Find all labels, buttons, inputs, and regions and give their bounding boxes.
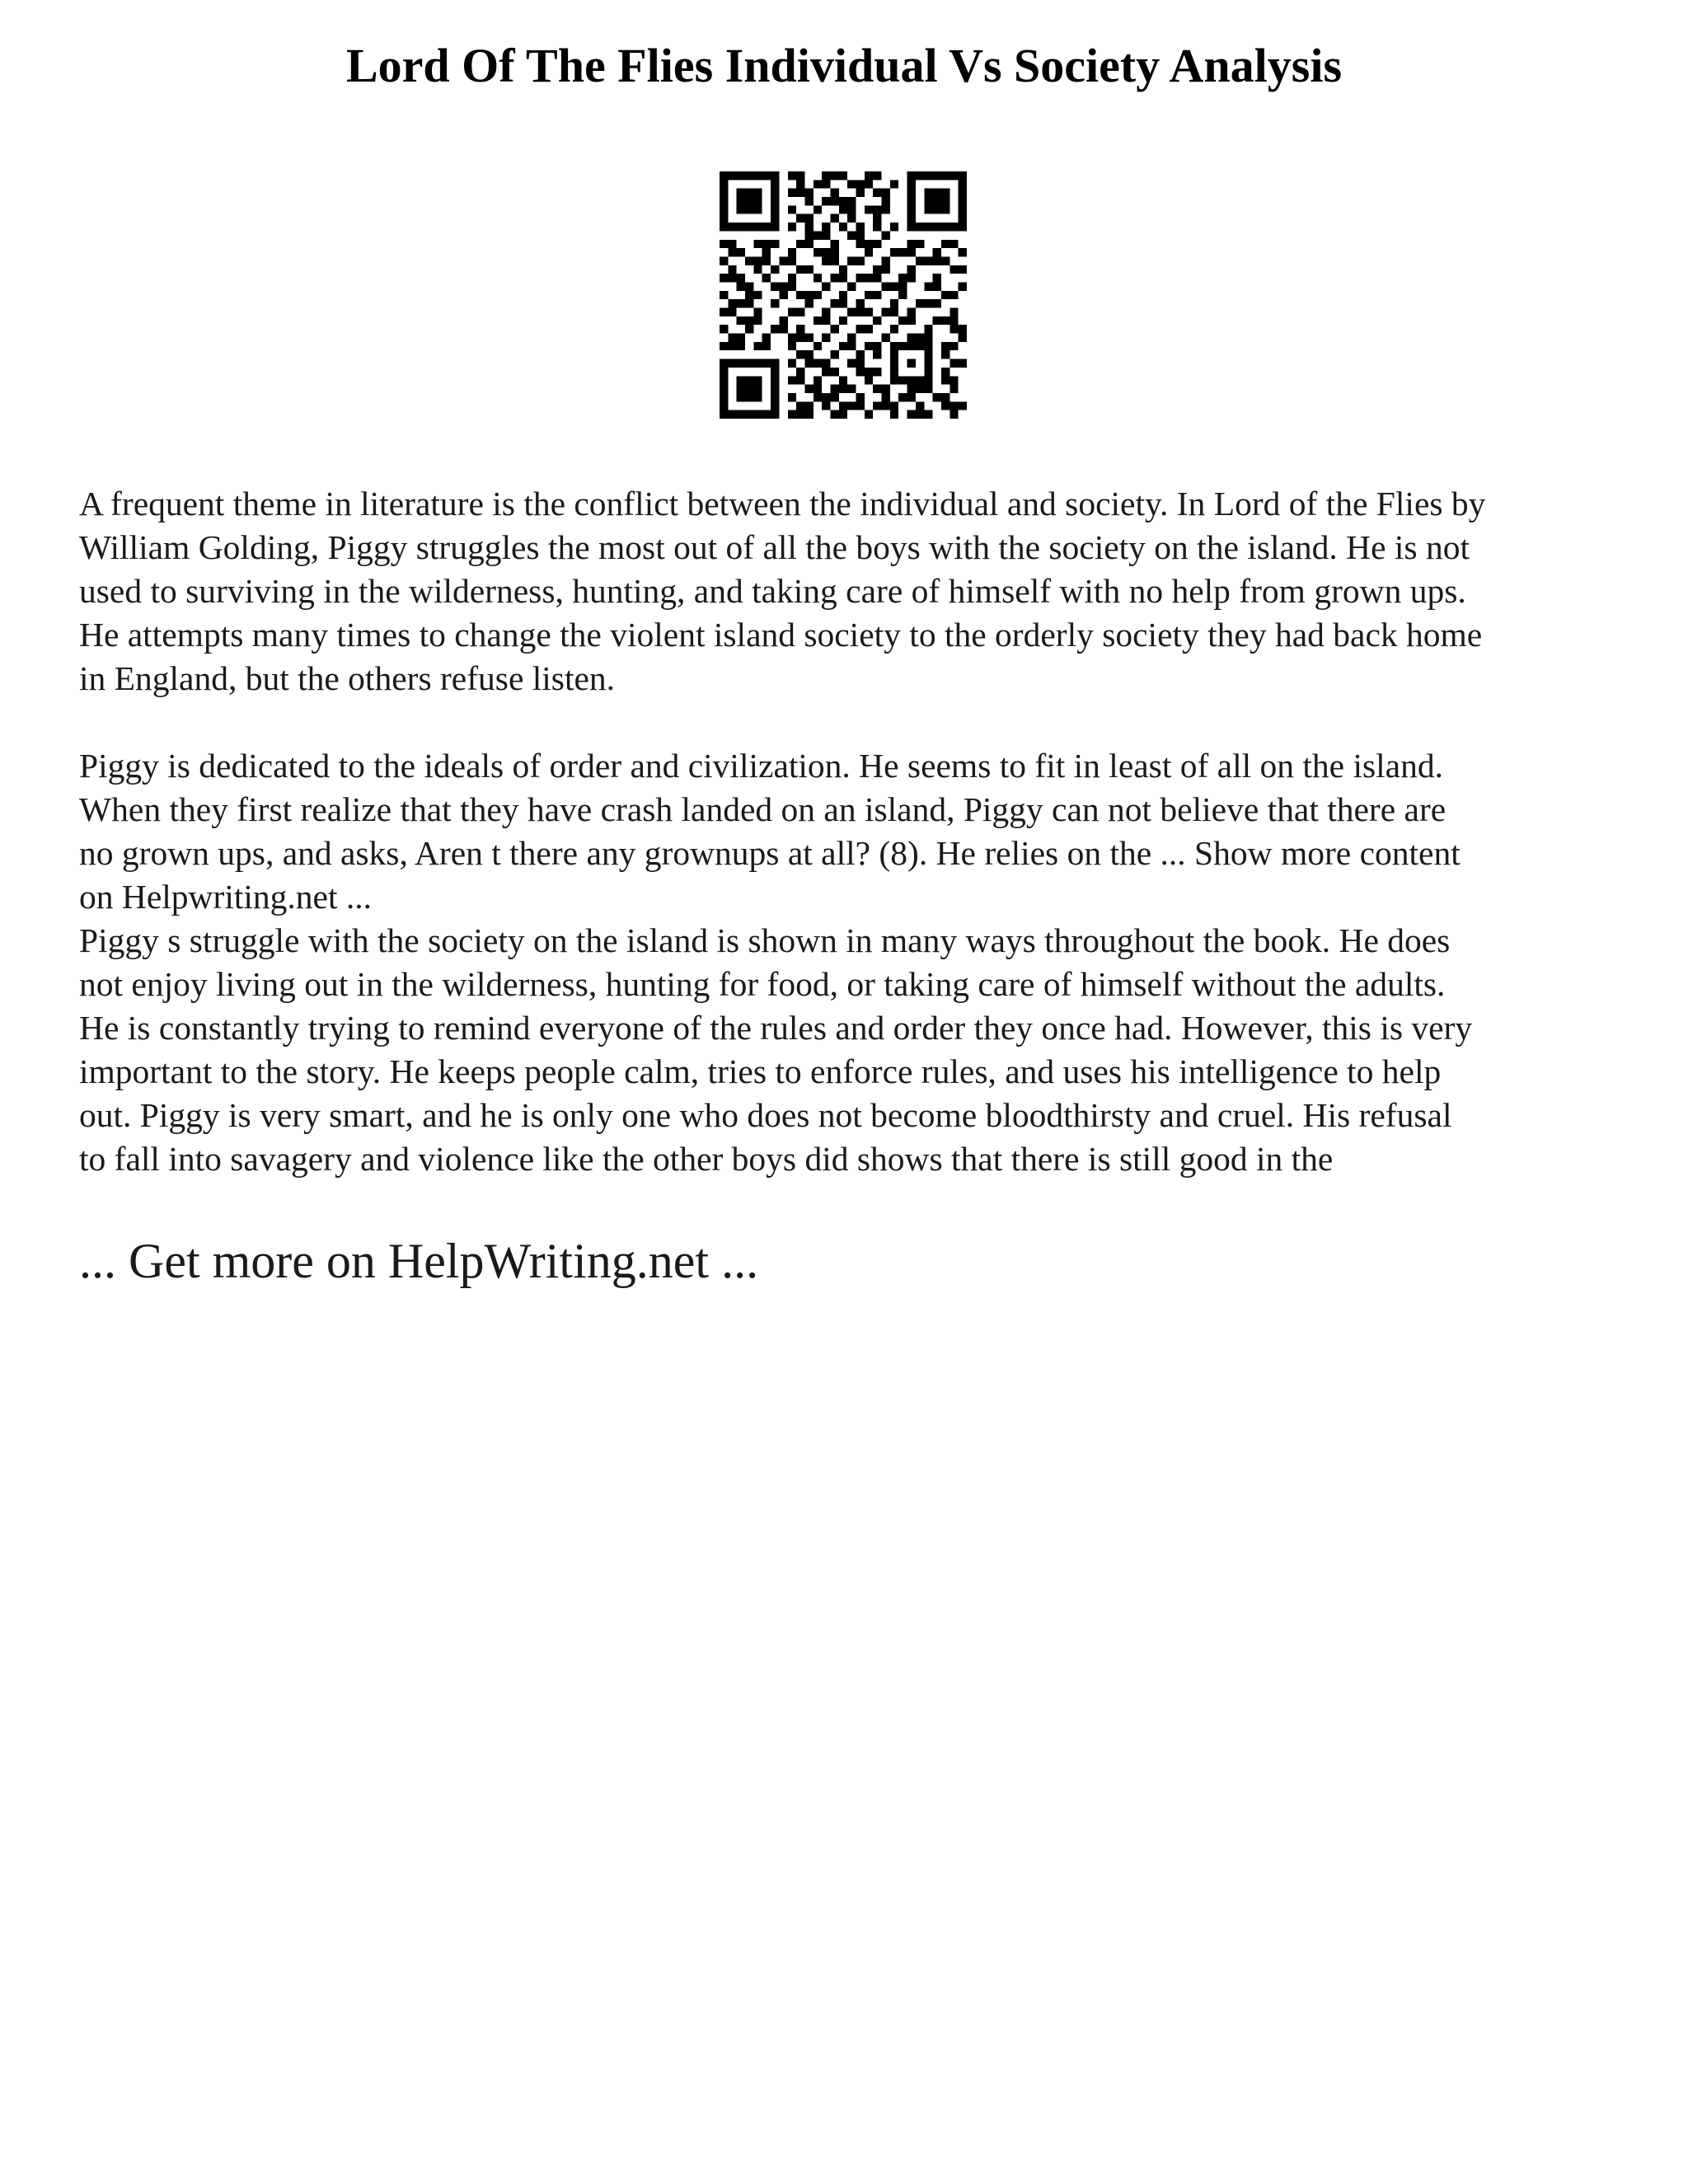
page-title: Lord Of The Flies Individual Vs Society Analysis (345, 39, 1343, 92)
paragraph-1: A frequent theme in literature is the conflict between the individual and society. In Lord of the Flies by William Golding, Piggy struggles the most out of all the boys with the society on the island. He is not used to surviving in the wilderness, hunting, and taking care of himself with no help from grown ups. He attempts many times to change the violent island society to the orderly society they had back home in England, but the others refuse listen. (79, 485, 1486, 697)
qr-code-icon (720, 171, 967, 419)
qr-code (720, 171, 967, 419)
article-body (79, 482, 1629, 1181)
get-more-link[interactable]: ... Get more on HelpWriting.net ... (79, 1234, 759, 1288)
paragraph-2: Piggy is dedicated to the ideals of order and civilization. He seems to fit in least of all on the island. When they first realize that they have crash landed on an island, Piggy can not believe that there are no grown ups, and asks, Aren t there any grownups at all? (8). He relies on the ... Show more content on Helpwriting.net ... (79, 747, 1461, 916)
paragraph-3: Piggy s struggle with the society on the island is shown in many ways throughout the book. He does not enjoy living out in the wilderness, hunting for food, or taking care of himself without the adults. He is constantly trying to remind everyone of the rules and order they once had. However, this is very important to the story. He keeps people calm, tries to enforce rules, and uses his intelligence to help out. Piggy is very smart, and he is only one who does not become bloodthirsty and cruel. His refusal to fall into savagery and violence like the other boys did shows that there is still good in the (79, 921, 1473, 1178)
